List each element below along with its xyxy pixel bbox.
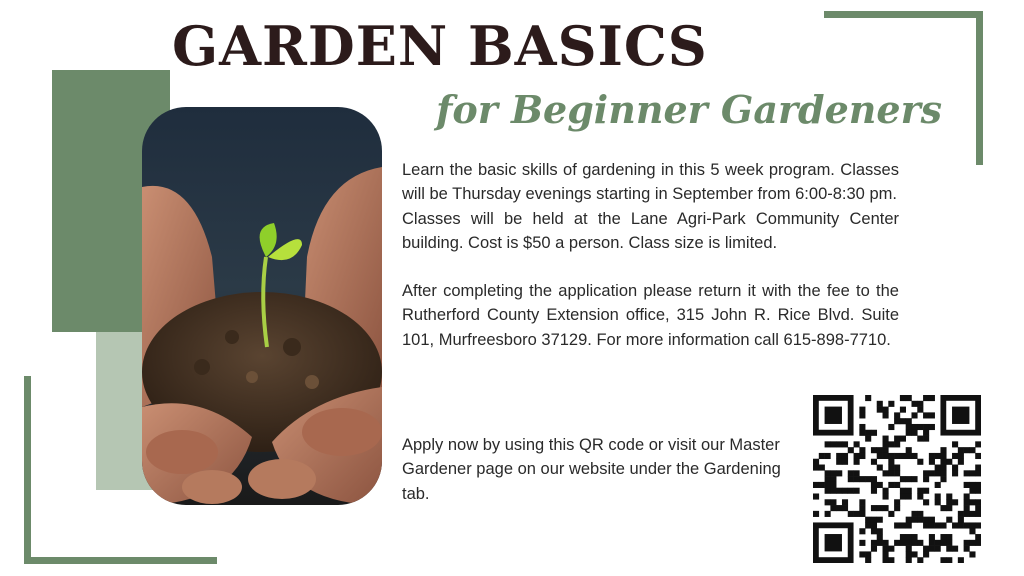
qr-code-icon [813,395,981,563]
corner-frame-bottom-left-side [24,376,31,564]
corner-frame-top-right-side [976,11,983,165]
return-paragraph: After completing the application please return it with the fee to the Rutherford County Extension office, 315 John R. Rice Blvd. Suite 101, Murfreesboro 37129. For more information call 615-898-7710. [402,282,899,349]
seedling-photo [142,107,382,505]
qr-code[interactable] [813,395,981,563]
apply-paragraph: Apply now by using this QR code or visit our Master Gardener page on our website under the Gardening tab. [402,436,781,503]
info-text [402,158,899,352]
corner-frame-top-right [824,11,983,18]
page-title: GARDEN BASICS [172,14,708,78]
page-subtitle: for Beginner Gardeners [436,87,942,132]
intro-paragraph: Learn the basic skills of gardening in this 5 week program. Classes will be Thursday evenings starting in September from 6:00-8:30 pm. [402,161,899,204]
seedling-in-hands-icon [142,107,382,505]
location-paragraph: Classes will be held at the Lane Agri-Park Community Center building. Cost is $50 a person. Class size is limited. [402,209,899,252]
corner-frame-bottom-left [24,557,217,564]
